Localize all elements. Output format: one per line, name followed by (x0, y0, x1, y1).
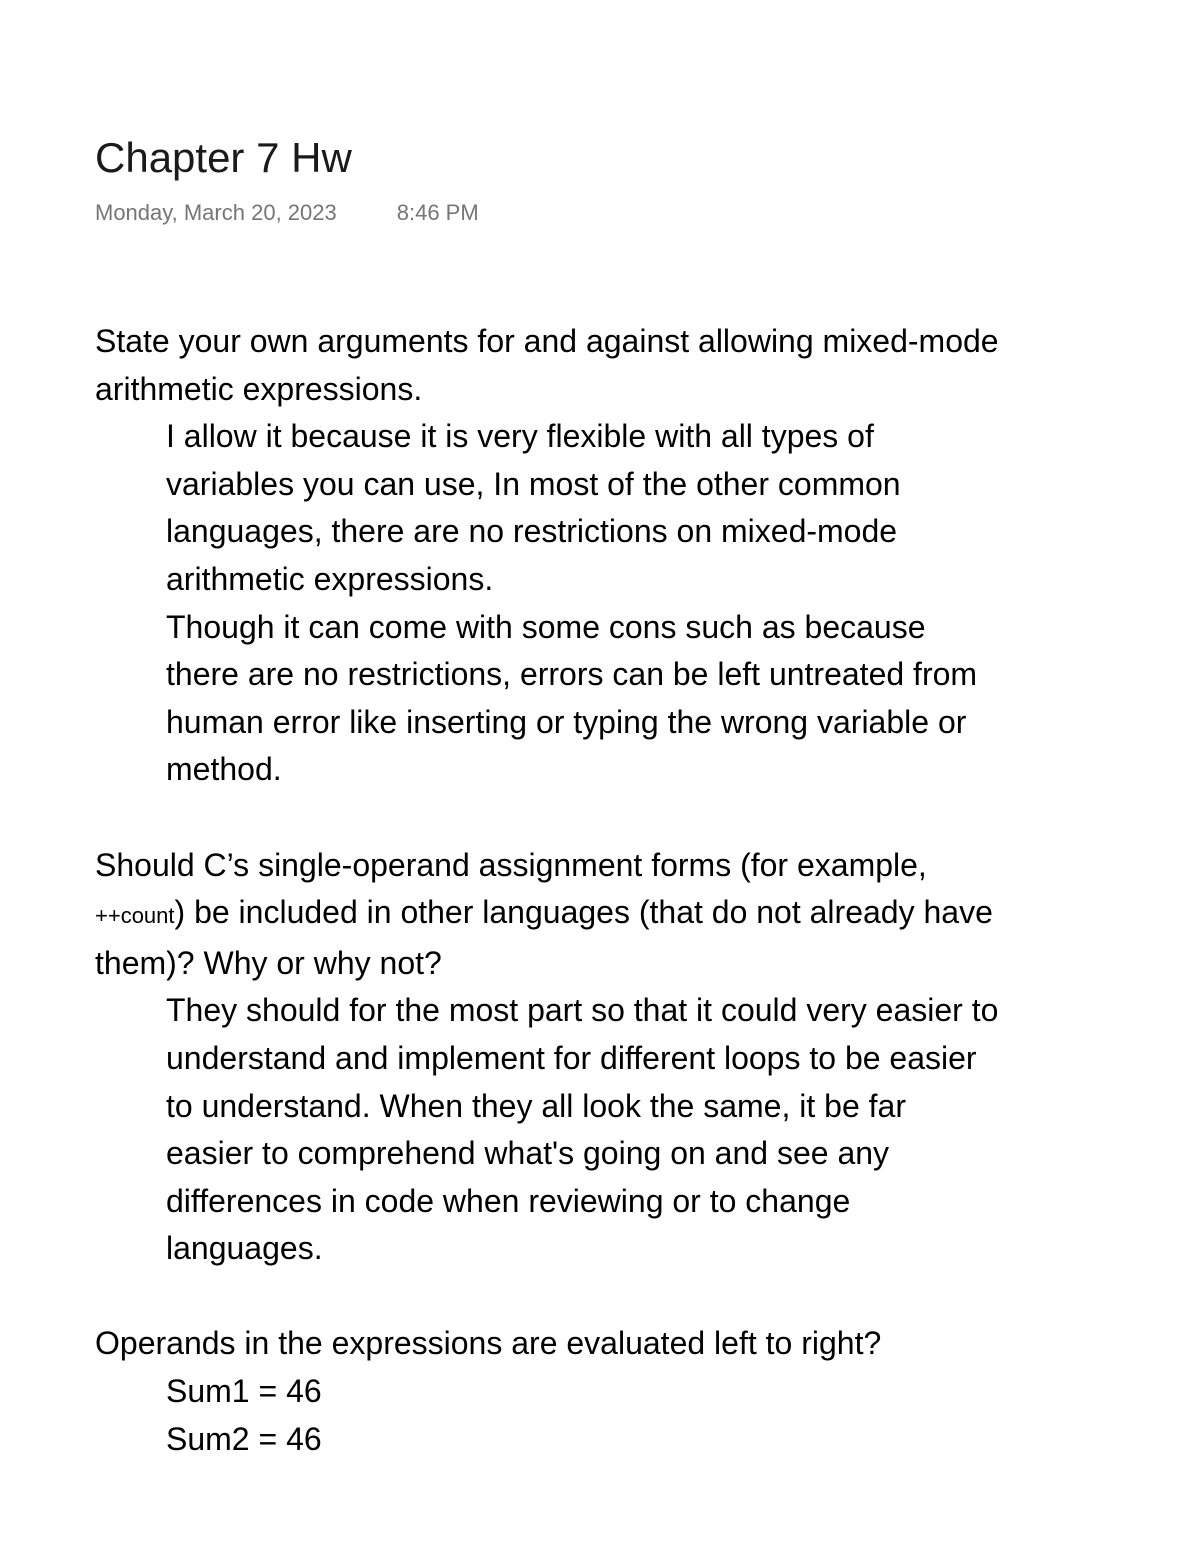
paragraph-spacer (95, 794, 1025, 842)
question-2-prompt (95, 842, 1025, 988)
page-title: Chapter 7 Hw (95, 134, 352, 181)
question-2-answer-paragraph: They should for the most part so that it could very easier to understand and implement for different loops to be easier to understand. When they all look the same, it be far easier to comprehend what's going on and see any differences in code when reviewing or to change languages. (166, 992, 999, 1267)
question-1-answer-paragraph: Though it can come with some cons such as because there are no restrictions, errors can be left untreated from human error like inserting or typing the wrong variable or method. (166, 608, 978, 788)
page-meta (95, 198, 479, 228)
question-1-prompt: State your own arguments for and against allowing mixed-mode arithmetic expressions. (95, 323, 999, 407)
code-snippet: ++count (95, 903, 175, 929)
note-body (95, 318, 1025, 1457)
question-1-answer-paragraph: I allow it because it is very flexible with all types of variables you can use, In most of the other common languages, there are no restrictions on mixed-mode arithmetic expressions. (166, 418, 901, 597)
question-2-prompt-text: ) be included in other languages (that do not already have them)? Why or why not? (95, 894, 993, 981)
question-3-answer-line: Sum1 = 46 (166, 1373, 322, 1410)
page-time: 8:46 PM (396, 200, 479, 225)
question-3-answer-line: Sum2 = 46 (166, 1420, 322, 1457)
page-date: Monday, March 20, 2023 (95, 200, 337, 225)
question-2-prompt-text: Should C’s single-operand assignment forms (for example, (95, 846, 927, 883)
paragraph-spacer (95, 1273, 1025, 1321)
question-3-prompt: Operands in the expressions are evaluated left to right? (95, 1325, 882, 1362)
